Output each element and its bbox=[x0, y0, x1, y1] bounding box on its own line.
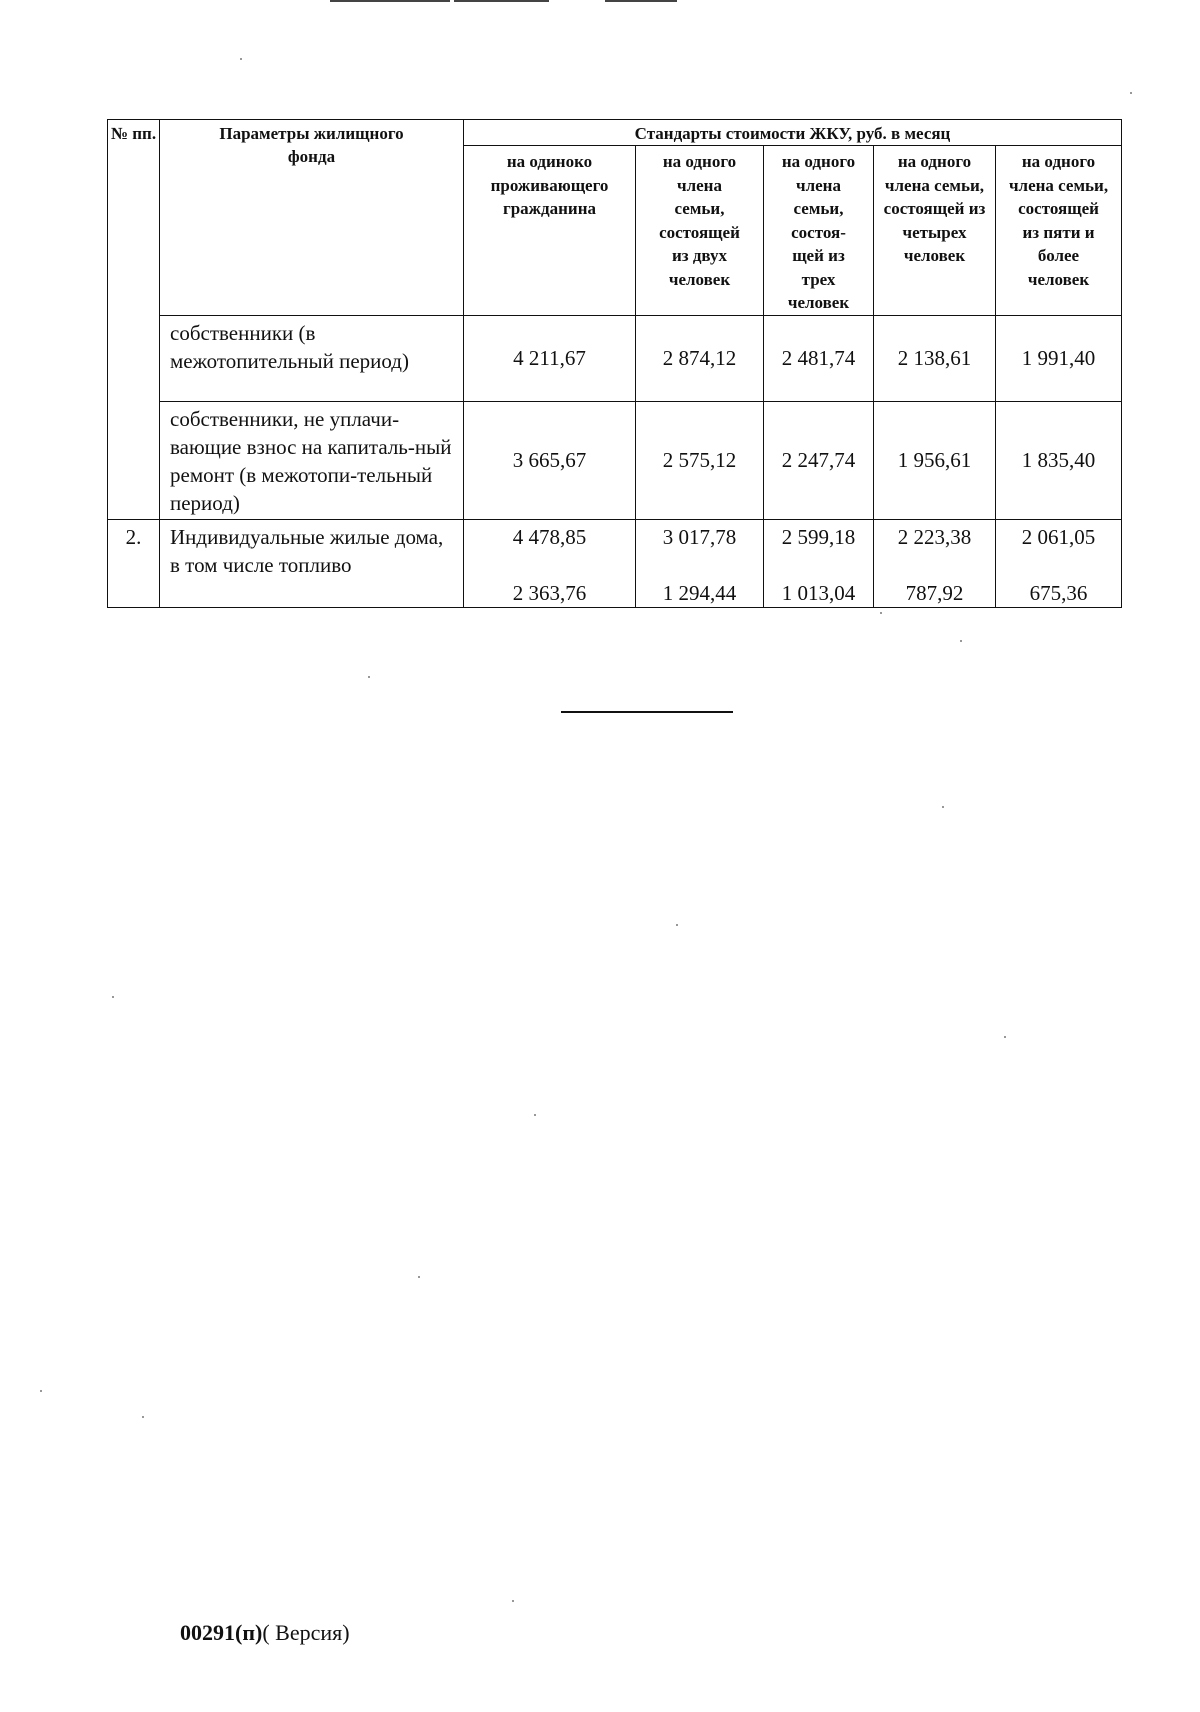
value-fuel: 787,92 bbox=[905, 580, 964, 605]
scan-line-artifact bbox=[454, 0, 549, 2]
housing-cost-standards-table bbox=[107, 119, 1122, 608]
value-four: 2 138,61 bbox=[874, 315, 996, 401]
document-code bbox=[180, 1619, 350, 1647]
scan-line-artifact bbox=[330, 0, 450, 2]
subheader-family-of-four: на одного члена семьи, состоящей из четырех человек bbox=[874, 146, 996, 316]
table-row bbox=[108, 401, 1122, 519]
value-single: 4 211,67 bbox=[464, 315, 636, 401]
value-three: 2 247,74 bbox=[764, 401, 874, 519]
document-code-number: 00291(п) bbox=[180, 1620, 263, 1645]
value-two: 2 874,12 bbox=[636, 315, 764, 401]
row-parameters-main: Индивидуальные жилые дома, bbox=[170, 524, 444, 549]
value-total: 3 017,78 bbox=[662, 524, 737, 549]
subheader-family-of-two: на одного члена семьи, состоящей из двух человек bbox=[636, 146, 764, 316]
cost-standards-group-header: Стандарты стоимости ЖКУ, руб. в месяц bbox=[464, 120, 1122, 146]
value-two: 2 575,12 bbox=[636, 401, 764, 519]
scan-speck bbox=[880, 612, 882, 614]
scan-speck bbox=[368, 676, 370, 678]
scan-speck bbox=[40, 1390, 42, 1392]
row-parameters: собственники (в межотопительный период) bbox=[160, 315, 464, 401]
value-three: 2 481,74 bbox=[764, 315, 874, 401]
end-of-document-rule bbox=[561, 711, 733, 713]
value-four: 1 956,61 bbox=[874, 401, 996, 519]
subheader-family-of-five-plus: на одного члена семьи, состоящей из пяти и более человек bbox=[996, 146, 1122, 316]
scan-line-artifact bbox=[605, 0, 677, 2]
value-five-plus: 1 835,40 bbox=[996, 401, 1122, 519]
number-column-header: № пп. bbox=[108, 120, 160, 316]
table-row bbox=[108, 519, 1122, 607]
value-single: 3 665,67 bbox=[464, 401, 636, 519]
row-parameters-sub: в том числе топливо bbox=[170, 552, 352, 577]
row-parameters: собственники, не уплачи-вающие взнос на капиталь-ный ремонт (в межотопи-тельный период) bbox=[160, 401, 464, 519]
value-five-plus bbox=[996, 519, 1122, 607]
value-total: 4 478,85 bbox=[512, 524, 587, 549]
parameters-column-header: Параметры жилищного фонда bbox=[160, 120, 464, 316]
scan-speck bbox=[960, 640, 962, 642]
document-version: ( Версия) bbox=[262, 1620, 350, 1645]
scan-speck bbox=[1130, 92, 1132, 94]
table-row bbox=[108, 315, 1122, 401]
scan-speck bbox=[142, 1416, 144, 1418]
scan-speck bbox=[512, 1600, 514, 1602]
subheader-single-resident: на одиноко проживающего гражданина bbox=[464, 146, 636, 316]
value-two bbox=[636, 519, 764, 607]
row-number bbox=[108, 315, 160, 401]
value-four bbox=[874, 519, 996, 607]
scan-speck bbox=[112, 996, 114, 998]
scan-speck bbox=[240, 58, 242, 60]
value-total: 2 223,38 bbox=[897, 524, 972, 549]
value-fuel: 1 294,44 bbox=[662, 580, 737, 605]
row-number: 2. bbox=[108, 519, 160, 607]
subheader-family-of-three: на одного члена семьи, состоя-щей из трех человек bbox=[764, 146, 874, 316]
value-fuel: 2 363,76 bbox=[512, 580, 587, 605]
value-total: 2 061,05 bbox=[1021, 524, 1096, 549]
value-three bbox=[764, 519, 874, 607]
value-single bbox=[464, 519, 636, 607]
scan-speck bbox=[942, 806, 944, 808]
row-parameters bbox=[160, 519, 464, 607]
scan-speck bbox=[1004, 1036, 1006, 1038]
value-fuel: 675,36 bbox=[1029, 580, 1088, 605]
scan-speck bbox=[534, 1114, 536, 1116]
scan-speck bbox=[676, 924, 678, 926]
value-total: 2 599,18 bbox=[781, 524, 856, 549]
value-five-plus: 1 991,40 bbox=[996, 315, 1122, 401]
value-fuel: 1 013,04 bbox=[781, 580, 856, 605]
row-number bbox=[108, 401, 160, 519]
scan-speck bbox=[418, 1276, 420, 1278]
